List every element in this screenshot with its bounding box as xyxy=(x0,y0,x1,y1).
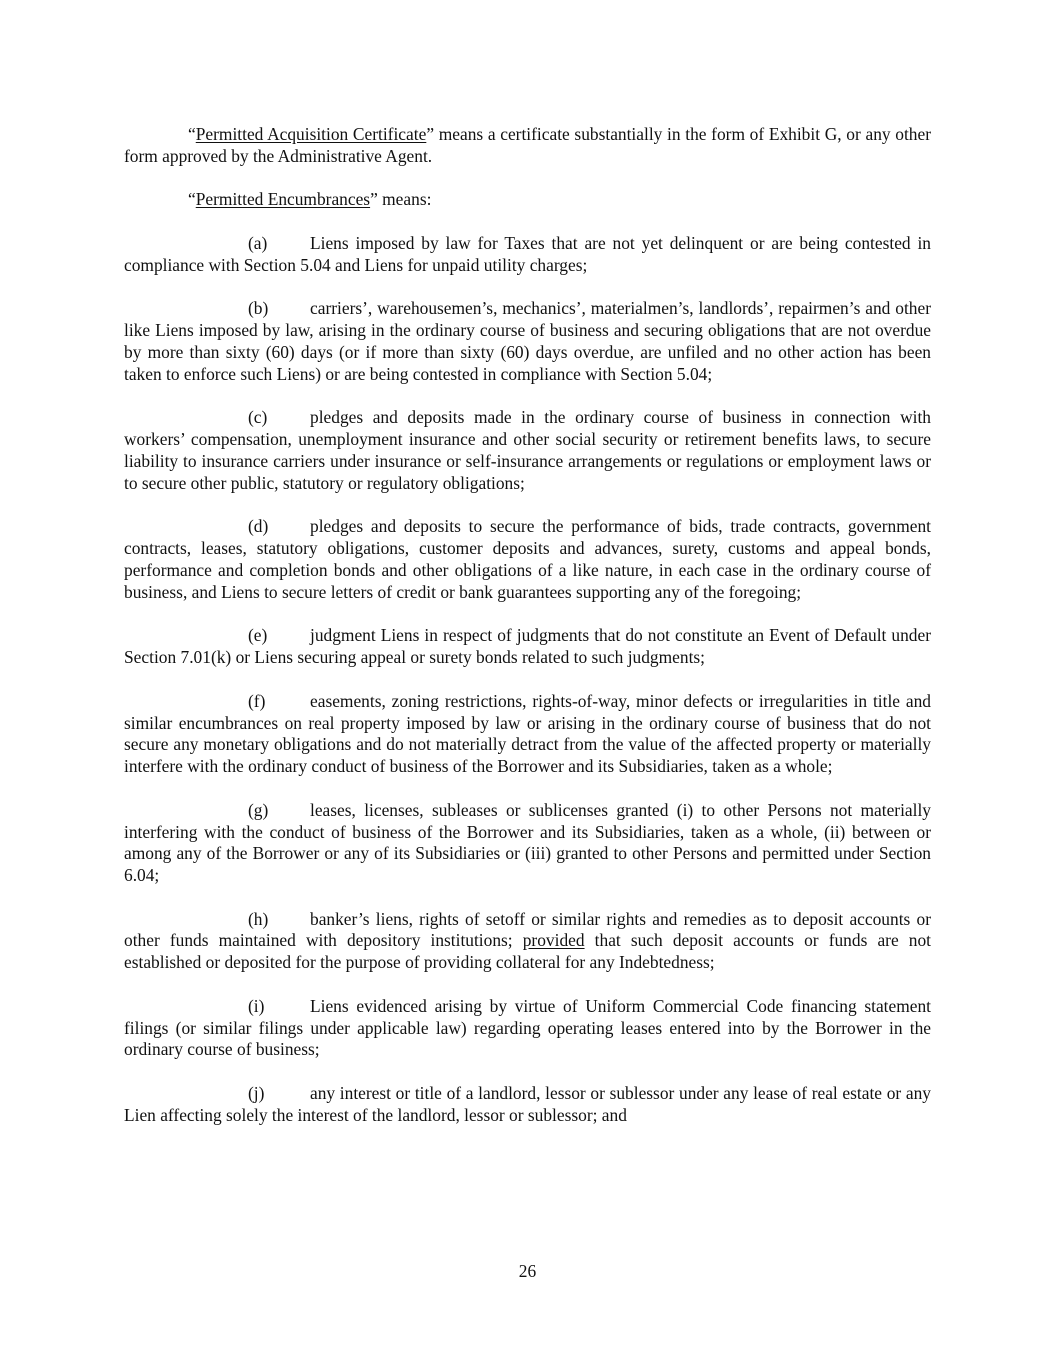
definition-permitted-encumbrances xyxy=(124,189,931,211)
list-item-b xyxy=(124,298,931,385)
item-label: (c) xyxy=(248,407,268,428)
item-label: (f) xyxy=(248,690,266,711)
list-item-f xyxy=(124,691,931,778)
open-quote: “ xyxy=(188,189,196,210)
item-text: that such deposit accounts or funds are not established or deposited for the purpose of providing collateral for any Indebtedness; xyxy=(124,930,931,973)
item-text: banker’s liens, rights of setoff or similar rights and remedies as to deposit accounts or other funds maintained with depository institutions; xyxy=(124,908,931,951)
list-item-e xyxy=(124,625,931,669)
list-item-i xyxy=(124,996,931,1061)
definition-permitted-acquisition-certificate xyxy=(124,124,931,168)
item-label: (a) xyxy=(248,232,268,253)
item-text: pledges and deposits made in the ordinary course of business in connection with workers’ compensation, unemployment insurance and other social security or retirement benefits laws, to secure liability to insurance carriers under insurance or self-insurance arrangements or regulations or employment laws or to secure other public, statutory or regulatory obligations; xyxy=(124,407,931,493)
list-item-g xyxy=(124,800,931,887)
item-text: Liens evidenced arising by virtue of Uniform Commercial Code financing statement filings (or similar filings under applicable law) regarding operating leases entered into by the Borrower in the ordinary course of business; xyxy=(124,995,931,1060)
list-item-a xyxy=(124,233,931,277)
list-item-d xyxy=(124,516,931,603)
open-quote: “ xyxy=(188,124,196,144)
provided-term: provided xyxy=(522,930,585,951)
item-text: easements, zoning restrictions, rights-of-way, minor defects or irregularities in title and similar encumbrances on real property imposed by law or arising in the ordinary course of business that do not secure any monetary obligations and do not materially detract from the value of the affected property or materially interfere with the ordinary conduct of business of the Borrower and its Subsidiaries, taken as a whole; xyxy=(124,690,931,777)
definition-text: means: xyxy=(377,189,432,210)
item-text: any interest or title of a landlord, lessor or sublessor under any lease of real estate or any Lien affecting solely the interest of the landlord, lessor or sublessor; and xyxy=(124,1083,931,1125)
item-label: (e) xyxy=(248,625,268,646)
document-page xyxy=(124,124,931,1148)
list-item-c xyxy=(124,407,931,494)
list-item-h xyxy=(124,909,931,974)
item-text: judgment Liens in respect of judgments that do not constitute an Event of Default under Section 7.01(k) or Liens securing appeal or surety bonds related to such judgments; xyxy=(124,625,931,668)
item-label: (h) xyxy=(248,908,269,929)
defined-term: Permitted Encumbrances xyxy=(195,189,371,210)
item-label: (j) xyxy=(248,1083,265,1104)
item-text: Liens imposed by law for Taxes that are not yet delinquent or are being contested in compliance with Section 5.04 and Liens for unpaid utility charges; xyxy=(124,232,931,275)
item-text: pledges and deposits to secure the performance of bids, trade contracts, government contracts, leases, statutory obligations, customer deposits and advances, surety, customs and appeal bonds, performance and completion bonds and other obligations of a like nature, in each case in the ordinary course of business, and Liens to secure letters of credit or bank guarantees supporting any of the foregoing; xyxy=(124,516,931,602)
definition-text: means a certificate substantially in the form of Exhibit G, or any other form approved by the Administrative Agent. xyxy=(124,124,932,166)
item-label: (b) xyxy=(248,298,269,319)
close-quote: ” xyxy=(426,124,435,144)
item-text: leases, licenses, subleases or sublicenses granted (i) to other Persons not materially interfering with the conduct of business of the Borrower and its Subsidiaries, taken as a whole, (ii) between or among any of the Borrower or any of its Subsidiaries or (iii) granted to other Persons and permitted under Section 6.04; xyxy=(124,799,931,886)
close-quote: ” xyxy=(370,189,378,210)
list-item-j xyxy=(124,1083,931,1127)
item-label: (d) xyxy=(248,516,269,537)
item-text: carriers’, warehousemen’s, mechanics’, materialmen’s, landlords’, repairmen’s and other like Liens imposed by law, arising in the ordinary course of business and securing obligations that are not overdue by more than sixty (60) days (or if more than sixty (60) days overdue, are unfiled and no other action has been taken to enforce such Liens) or are being contested in compliance with Section 5.04; xyxy=(124,298,931,384)
item-label: (g) xyxy=(248,799,269,820)
item-label: (i) xyxy=(248,995,265,1016)
defined-term: Permitted Acquisition Certificate xyxy=(195,124,427,144)
page-number: 26 xyxy=(518,1261,537,1281)
